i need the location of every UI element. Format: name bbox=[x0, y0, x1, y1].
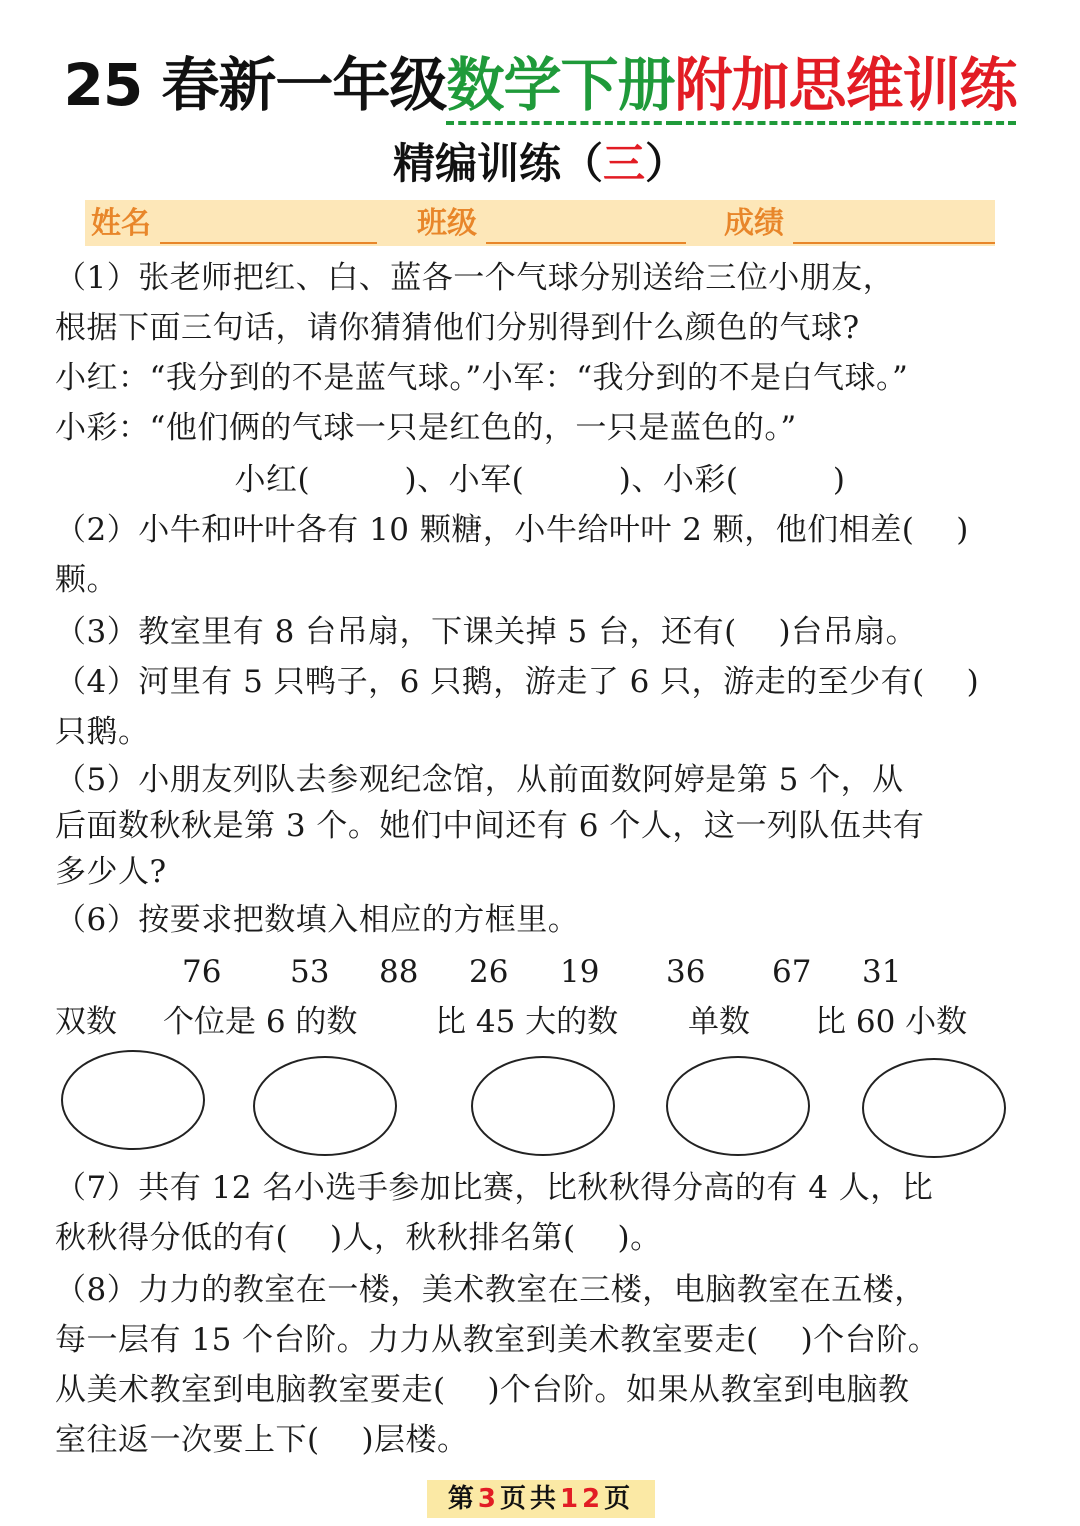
question-4-line-1: （4）河里有 5 只鸭子，6 只鹅，游走了 6 只，游走的至少有( ) bbox=[55, 664, 980, 700]
answer-oval-odd[interactable] bbox=[666, 1056, 810, 1156]
footer-page: 3 bbox=[477, 1484, 500, 1514]
question-1-line-2: 根据下面三句话，请你猜猜他们分别得到什么颜色的气球? bbox=[55, 310, 860, 346]
q6-category-greater-45: 比 45 大的数 bbox=[435, 1004, 619, 1040]
answer-oval-less-60[interactable] bbox=[862, 1058, 1006, 1158]
title-part-training: 附加思维训练 bbox=[674, 51, 1016, 125]
q6-number: 67 bbox=[772, 954, 812, 990]
question-4-line-2: 只鹅。 bbox=[55, 714, 150, 750]
title-part-subject: 数学下册 bbox=[446, 51, 674, 125]
question-7-line-1: （7）共有 12 名小选手参加比赛，比秋秋得分高的有 4 人，比 bbox=[55, 1170, 934, 1206]
question-8-line-2: 每一层有 15 个台阶。力力从教室到美术教室要走( )个台阶。 bbox=[55, 1322, 940, 1358]
question-5-line-3: 多少人? bbox=[55, 854, 167, 890]
question-6-line-1: （6）按要求把数填入相应的方框里。 bbox=[55, 902, 580, 938]
question-2-line-2: 颗。 bbox=[55, 562, 118, 598]
question-1-line-3: 小红：“我分到的不是蓝气球。”小军：“我分到的不是白气球。” bbox=[55, 360, 909, 396]
question-1-answer-line: 小红( )、小军( )、小彩( ) bbox=[234, 462, 846, 498]
q6-category-even: 双数 bbox=[55, 1004, 117, 1040]
q6-number: 26 bbox=[469, 954, 509, 990]
class-label: 班级 bbox=[417, 206, 477, 241]
footer-suffix: 页 bbox=[604, 1484, 635, 1514]
question-5-line-2: 后面数秋秋是第 3 个。她们中间还有 6 个人，这一列队伍共有 bbox=[55, 808, 925, 844]
footer-middle: 页共 bbox=[499, 1484, 560, 1514]
question-1-line-1: （1）张老师把红、白、蓝各一个气球分别送给三位小朋友， bbox=[55, 260, 895, 296]
question-7-line-2: 秋秋得分低的有( )人，秋秋排名第( )。 bbox=[55, 1220, 662, 1256]
answer-oval-ones-digit-6[interactable] bbox=[253, 1056, 397, 1156]
q6-number: 53 bbox=[290, 954, 330, 990]
score-label: 成绩 bbox=[724, 206, 784, 241]
title-part-grade: 25 春新一年级 bbox=[63, 51, 447, 119]
name-blank[interactable] bbox=[160, 242, 377, 244]
q6-category-odd: 单数 bbox=[688, 1004, 750, 1040]
subtitle-number: 三 bbox=[602, 139, 645, 188]
question-5-line-1: （5）小朋友列队去参观纪念馆，从前面数阿婷是第 5 个，从 bbox=[55, 762, 904, 798]
q6-number: 31 bbox=[862, 954, 902, 990]
student-info-bar bbox=[85, 200, 995, 246]
q6-number: 19 bbox=[560, 954, 600, 990]
answer-oval-even[interactable] bbox=[61, 1050, 205, 1150]
score-blank[interactable] bbox=[793, 242, 995, 244]
subtitle-suffix: ） bbox=[645, 139, 688, 188]
q6-number: 88 bbox=[379, 954, 419, 990]
q6-category-less-60: 比 60 小数 bbox=[815, 1004, 968, 1040]
q6-category-ones-digit-6: 个位是 6 的数 bbox=[163, 1004, 358, 1040]
q6-number: 36 bbox=[666, 954, 706, 990]
class-blank[interactable] bbox=[486, 242, 686, 244]
question-8-line-1: （8）力力的教室在一楼，美术教室在三楼，电脑教室在五楼， bbox=[55, 1272, 926, 1308]
question-2-line-1: （2）小牛和叶叶各有 10 颗糖，小牛给叶叶 2 颗，他们相差( ) bbox=[55, 512, 969, 548]
answer-oval-greater-45[interactable] bbox=[471, 1056, 615, 1156]
page-number-footer bbox=[427, 1480, 655, 1518]
question-8-line-3: 从美术教室到电脑教室要走( )个台阶。如果从教室到电脑教 bbox=[55, 1372, 910, 1408]
footer-prefix: 第 bbox=[447, 1484, 478, 1514]
footer-total: 12 bbox=[559, 1484, 605, 1514]
question-1-line-4: 小彩：“他们俩的气球一只是红色的，一只是蓝色的。” bbox=[55, 410, 797, 446]
page-subtitle bbox=[0, 136, 1080, 192]
question-8-line-4: 室往返一次要上下( )层楼。 bbox=[55, 1422, 469, 1458]
q6-number: 76 bbox=[182, 954, 222, 990]
page-title bbox=[0, 48, 1080, 122]
subtitle-prefix: 精编训练（ bbox=[392, 139, 603, 188]
name-label: 姓名 bbox=[91, 206, 151, 241]
question-3-line-1: （3）教室里有 8 台吊扇，下课关掉 5 台，还有( )台吊扇。 bbox=[55, 614, 918, 650]
